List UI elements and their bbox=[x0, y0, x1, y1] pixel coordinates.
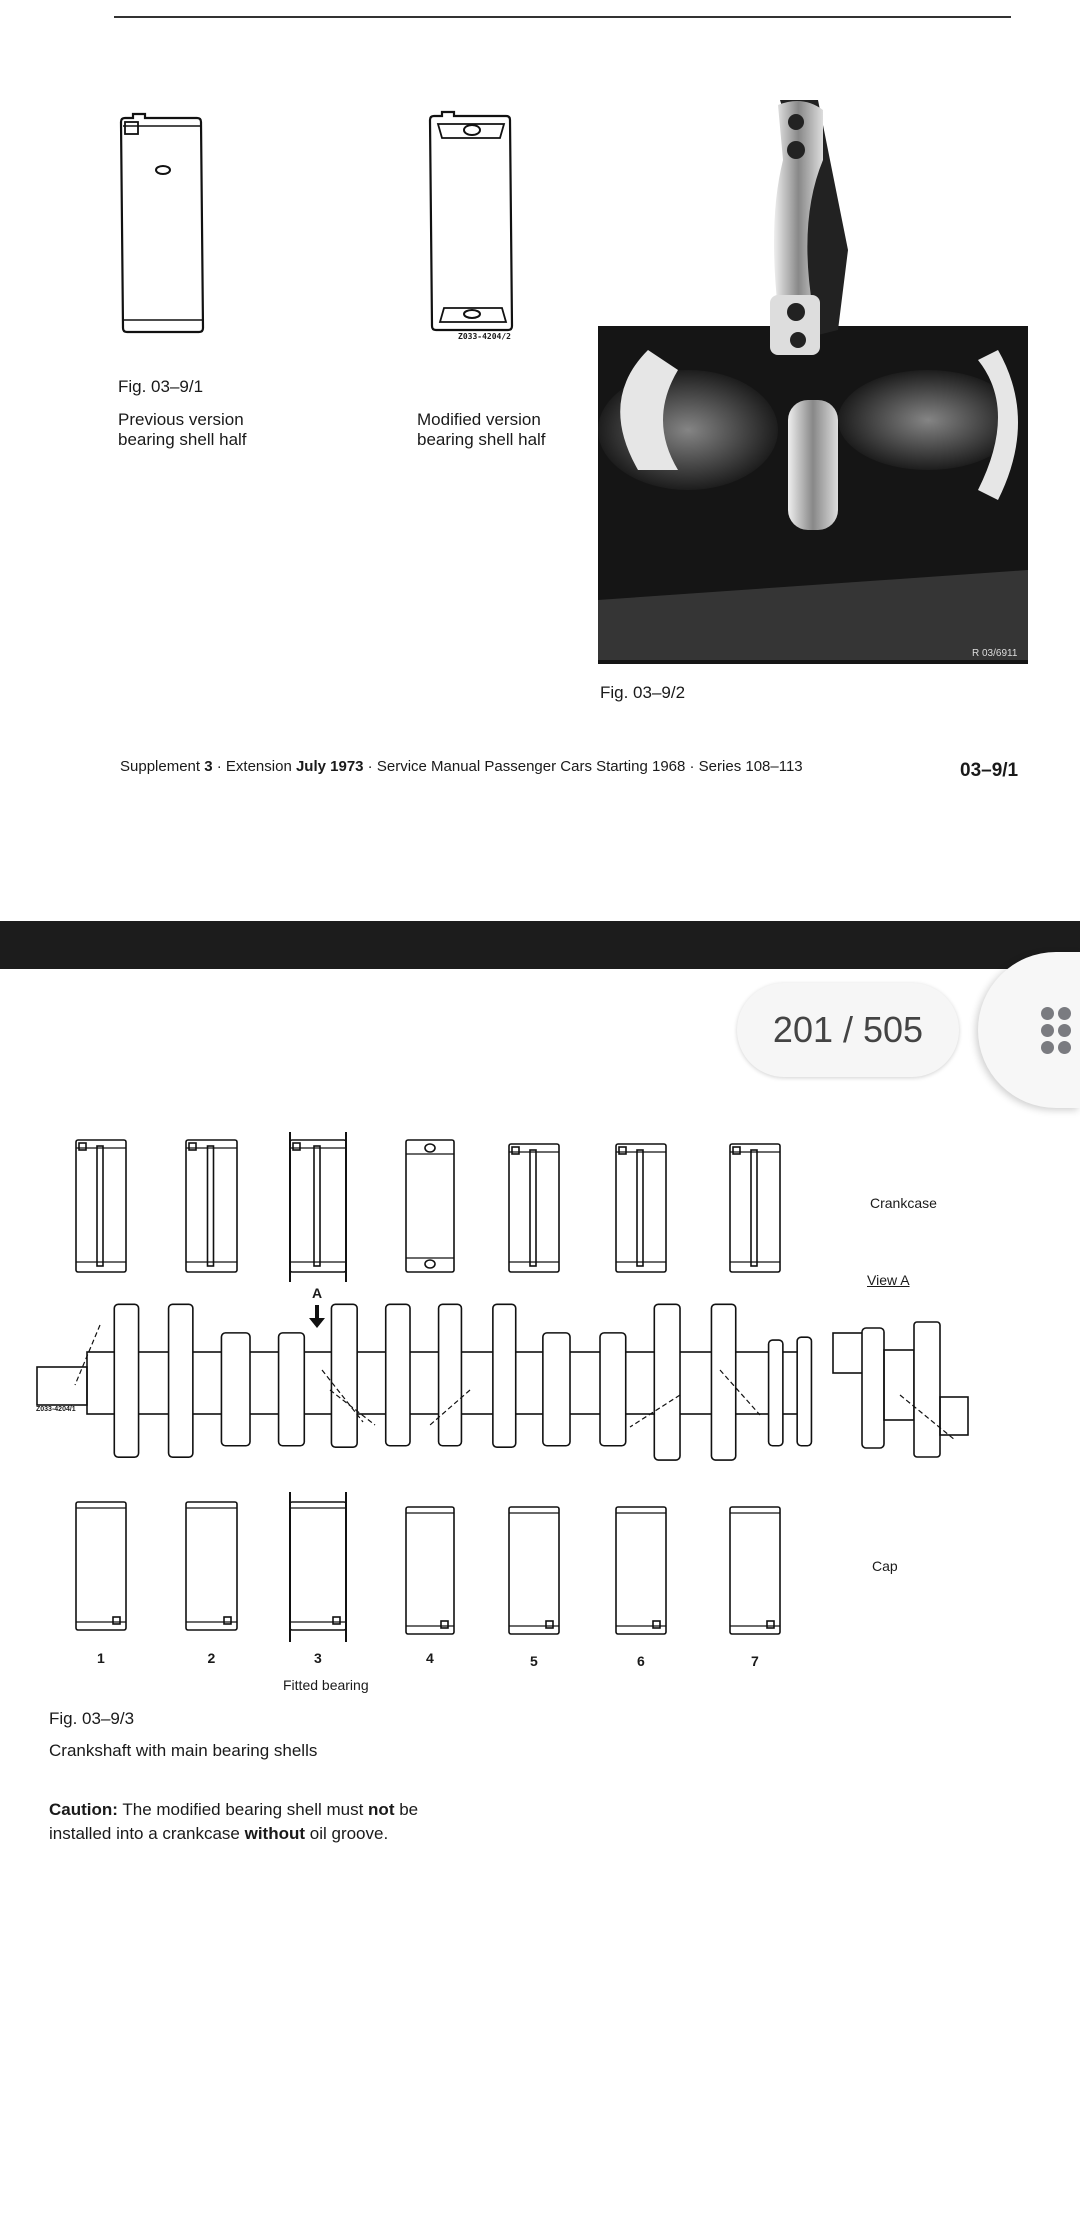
fig3-caption: Crankshaft with main bearing shells bbox=[49, 1741, 318, 1760]
fig3-label: Fig. 03–9/3 bbox=[49, 1709, 135, 1728]
caution-text: installed into a crankcase bbox=[49, 1824, 245, 1843]
crankcase-shell-6 bbox=[616, 1144, 666, 1272]
locating-lug bbox=[79, 1143, 86, 1150]
cap-shell-6 bbox=[616, 1507, 666, 1634]
bearing-number-1: 1 bbox=[97, 1650, 105, 1666]
view-a-journal bbox=[884, 1350, 914, 1420]
oil-groove bbox=[208, 1146, 214, 1266]
modified-bearing-shell-drawing bbox=[424, 108, 524, 338]
footer-text: · Service Manual Passenger Cars Starting 1968 · Series 108–113 bbox=[363, 758, 803, 775]
page-footer bbox=[120, 758, 803, 775]
crankshaft-drawing bbox=[0, 1280, 1000, 1480]
fig1-modified-caption-line1: Modified version bbox=[417, 410, 541, 429]
crankcase-shell-4 bbox=[406, 1140, 454, 1272]
caution-line2 bbox=[49, 1824, 388, 1844]
view-a-web bbox=[862, 1328, 884, 1448]
oil-groove bbox=[637, 1150, 643, 1266]
locating-lug bbox=[189, 1143, 196, 1150]
bearing-number-5: 5 bbox=[530, 1653, 538, 1669]
view-a-label: View A bbox=[867, 1272, 910, 1288]
locating-lug bbox=[619, 1147, 626, 1154]
page-counter[interactable] bbox=[737, 983, 959, 1077]
footer-supplement: 3 bbox=[204, 758, 213, 775]
cap-label: Cap bbox=[872, 1558, 898, 1574]
crank-web bbox=[493, 1304, 516, 1447]
oil-groove bbox=[97, 1146, 103, 1266]
crank-web bbox=[279, 1333, 305, 1446]
caution-line1 bbox=[49, 1800, 418, 1820]
oil-hole bbox=[425, 1144, 435, 1152]
cap-shell-2 bbox=[186, 1502, 237, 1630]
locating-lug bbox=[512, 1147, 519, 1154]
crank-web bbox=[331, 1304, 357, 1447]
header-rule bbox=[114, 16, 1011, 18]
locating-lug bbox=[653, 1621, 660, 1628]
crankcase-shell-7 bbox=[730, 1144, 780, 1272]
caution-emphasis: not bbox=[368, 1800, 395, 1819]
view-arrow-label: A bbox=[312, 1285, 323, 1301]
bearing-number-3: 3 bbox=[314, 1650, 322, 1666]
locating-lug bbox=[733, 1147, 740, 1154]
bearing-number-6: 6 bbox=[637, 1653, 645, 1669]
crank-web bbox=[711, 1304, 735, 1460]
crank-web bbox=[543, 1333, 570, 1446]
view-a-shaft bbox=[940, 1397, 968, 1435]
oil-groove bbox=[314, 1146, 320, 1266]
locating-lug bbox=[113, 1617, 120, 1624]
bearing-number-2: 2 bbox=[207, 1650, 216, 1666]
footer-text: · Extension bbox=[212, 758, 296, 775]
cap-shell-4 bbox=[406, 1507, 454, 1634]
locating-lug bbox=[293, 1143, 300, 1150]
crank-web bbox=[797, 1337, 811, 1446]
bearing-number-7: 7 bbox=[751, 1653, 759, 1669]
cap-shell-7 bbox=[730, 1507, 780, 1634]
fig1-drawing-code: Z033-4204/2 bbox=[458, 332, 511, 341]
previous-bearing-shell-drawing bbox=[115, 110, 215, 340]
crankcase-label: Crankcase bbox=[870, 1195, 937, 1211]
cap-shell-1 bbox=[76, 1502, 126, 1630]
footer-date: July 1973 bbox=[295, 758, 364, 775]
oil-groove bbox=[751, 1150, 757, 1266]
bearing-number-4: 4 bbox=[426, 1650, 434, 1666]
locating-lug bbox=[224, 1617, 231, 1624]
crankcase-photo bbox=[598, 100, 1030, 666]
crankcase-shell-5 bbox=[509, 1144, 559, 1272]
locating-lug bbox=[441, 1621, 448, 1628]
locating-lug bbox=[767, 1621, 774, 1628]
locating-lug bbox=[546, 1621, 553, 1628]
caution-emphasis: without bbox=[244, 1824, 306, 1843]
crank-web bbox=[386, 1304, 410, 1445]
crank-web bbox=[114, 1304, 138, 1457]
view-arrow-head bbox=[309, 1318, 325, 1328]
page-number: 03–9/1 bbox=[960, 760, 1019, 781]
caution-label: Caution: bbox=[49, 1800, 118, 1819]
caution-text: oil groove. bbox=[305, 1824, 389, 1843]
caution-text: be bbox=[394, 1800, 419, 1819]
crank-web bbox=[600, 1333, 626, 1446]
crankcase-shell-2 bbox=[186, 1140, 237, 1272]
fig1-label: Fig. 03–9/1 bbox=[118, 377, 204, 396]
crank-web bbox=[654, 1304, 680, 1460]
crank-web bbox=[769, 1340, 783, 1446]
locating-lug bbox=[333, 1617, 340, 1624]
footer-text: Supplement bbox=[120, 758, 205, 775]
oil-hole bbox=[425, 1260, 435, 1268]
crank-web bbox=[169, 1304, 193, 1457]
crank-web bbox=[221, 1333, 250, 1446]
page-separator bbox=[0, 921, 1080, 969]
oil-groove bbox=[530, 1150, 536, 1266]
crank-web bbox=[439, 1304, 462, 1445]
fig1-modified-caption-line2: bearing shell half bbox=[417, 430, 546, 449]
fig1-previous-caption-line1: Previous version bbox=[118, 410, 244, 429]
crankcase-shell-1 bbox=[76, 1140, 126, 1272]
fig2-photo-code: R 03/6911 bbox=[972, 648, 1018, 659]
fig2-label: Fig. 03–9/2 bbox=[600, 683, 686, 702]
caution-text: The modified bearing shell must bbox=[117, 1800, 369, 1819]
fig3-drawing-code: Z033-4204/1 bbox=[36, 1406, 76, 1413]
cap-shell-5 bbox=[509, 1507, 559, 1634]
page-grid-button[interactable] bbox=[978, 952, 1080, 1108]
crankcase-shell-3 bbox=[290, 1140, 346, 1272]
view-a-web bbox=[914, 1322, 940, 1457]
fig1-previous-caption-line2: bearing shell half bbox=[118, 430, 247, 449]
page-counter-text: 201 / 505 bbox=[772, 1009, 924, 1050]
cap-shell-3 bbox=[290, 1502, 346, 1630]
fitted-bearing-label: Fitted bearing bbox=[283, 1677, 369, 1693]
